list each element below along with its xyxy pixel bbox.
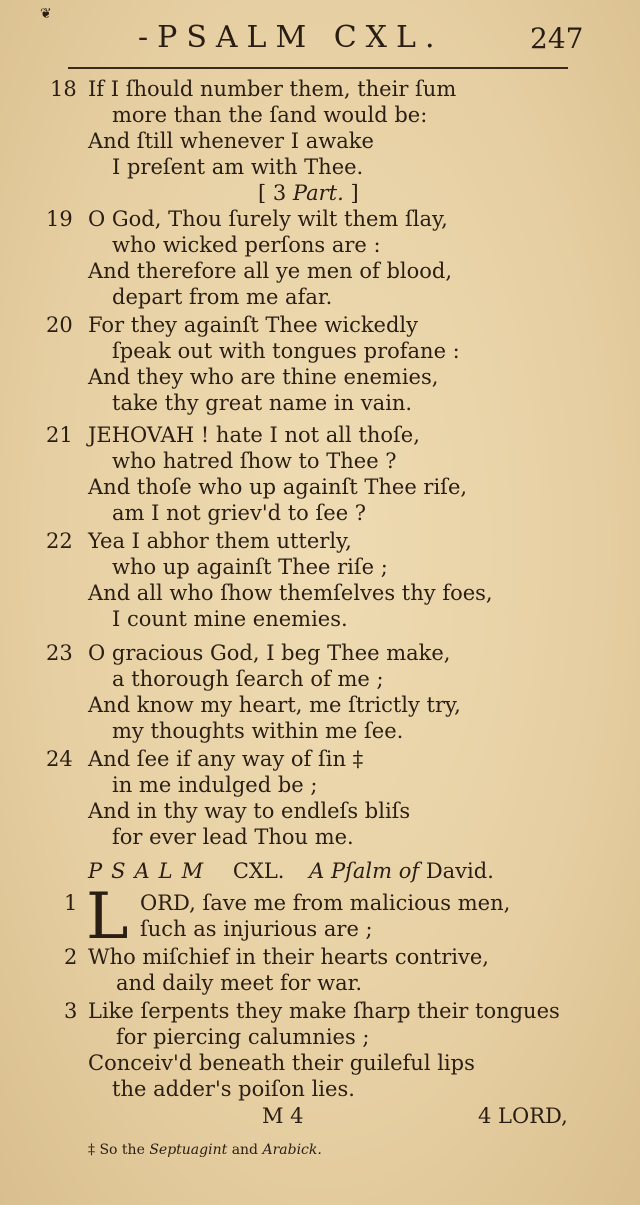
footnote-text: So the: [99, 1142, 145, 1158]
running-header: [0, 20, 640, 60]
verse-line: O God, Thou ſurely wilt them ſlay,: [88, 207, 448, 231]
psalm-word: PSALM: [88, 859, 213, 883]
verse-number: 24: [46, 747, 73, 771]
verse-line: And know my heart, me ſtrictly try,: [88, 693, 461, 717]
catchword: 4 LORD,: [478, 1104, 568, 1128]
verse-line: And in thy way to endleſs bliſs: [88, 799, 411, 823]
psalm-subtitle: A Pſalm of: [309, 859, 420, 883]
verse-line: I count mine enemies.: [112, 607, 348, 631]
part-close: ]: [350, 181, 359, 205]
verse-line: For they againſt Thee wickedly: [88, 313, 419, 337]
drop-capital: L: [86, 880, 129, 954]
verse-number: 21: [46, 423, 73, 447]
verse-number: 2: [64, 945, 78, 969]
verse-number: 22: [46, 529, 73, 553]
header-rule: [68, 67, 568, 69]
part-open: [ 3: [258, 181, 287, 205]
verse-number: 18: [50, 77, 77, 101]
footnote-mark: ‡: [88, 1142, 95, 1158]
verse-line: Who miſchief in their hearts contrive,: [88, 945, 489, 969]
verse-number: 3: [64, 999, 78, 1023]
verse-line: my thoughts within me ſee.: [112, 719, 404, 743]
verse-line: Yea I abhor them utterly,: [88, 529, 352, 553]
verse-line: ſuch as injurious are ;: [140, 917, 373, 941]
verse-line: O gracious God, I beg Thee make,: [88, 641, 451, 665]
verse-line: And therefore all ye men of blood,: [88, 259, 453, 283]
verse-number: 1: [64, 891, 78, 915]
verse-line: ORD, ſave me from malicious men,: [140, 891, 511, 915]
verse-line: for piercing calumnies ;: [116, 1025, 370, 1049]
verse-line: And ſee if any way of ſin ‡: [88, 747, 364, 771]
verse-line: And they who are thine enemies,: [88, 365, 439, 389]
verse-line: And all who ſhow themſelves thy foes,: [88, 581, 493, 605]
verse-line: for ever lead Thou me.: [112, 825, 354, 849]
verse-line: who hatred ſhow to Thee ?: [112, 449, 397, 473]
psalm-author: David.: [425, 859, 494, 883]
footnote-source: Septuagint: [149, 1142, 228, 1158]
verse-number: 20: [46, 313, 73, 337]
psalm-number: CXL.: [232, 859, 285, 883]
verse-line: JEHOVAH ! hate I not all thoſe,: [88, 423, 420, 447]
verse-line: the adder's poiſon lies.: [112, 1077, 355, 1101]
verse-line: depart from me afar.: [112, 285, 333, 309]
page-number: 247: [530, 22, 584, 55]
part-marker: [258, 180, 359, 206]
verse-line: who up againſt Thee riſe ;: [112, 555, 388, 579]
verse-line: Like ſerpents they make ſharp their tongues: [88, 999, 560, 1023]
verse-line: in me indulged be ;: [112, 773, 318, 797]
header-title: -PSALM CXL.: [138, 20, 444, 55]
verse-line: ſpeak out with tongues profane :: [112, 339, 460, 363]
verse-line: take thy great name in vain.: [112, 391, 413, 415]
verse-line: Conceiv'd beneath their guileful lips: [88, 1051, 475, 1075]
signature-mark: M 4: [262, 1104, 304, 1128]
verse-line: am I not griev'd to ſee ?: [112, 501, 367, 525]
verse-line: who wicked perſons are :: [112, 233, 381, 257]
verse-line: a thorough ſearch of me ;: [112, 667, 384, 691]
verse-line: And ſtill whenever I awake: [88, 129, 374, 153]
part-label: Part.: [292, 181, 344, 205]
verse-line: I preſent am with Thee.: [112, 155, 364, 179]
verse-line: If I ſhould number them, their ſum: [88, 77, 457, 101]
verse-line: And thoſe who up againſt Thee riſe,: [88, 475, 468, 499]
footnote: [88, 1142, 322, 1158]
verse-line: and daily meet for war.: [116, 971, 363, 995]
footnote-source: Arabick.: [262, 1142, 322, 1158]
verse-number: 23: [46, 641, 73, 665]
psalm-heading: [88, 858, 494, 884]
footnote-conjunction: and: [231, 1142, 259, 1158]
verse-number: 19: [46, 207, 73, 231]
printers-mark: ❦: [40, 6, 52, 22]
verse-line: more than the ſand would be:: [112, 103, 428, 127]
